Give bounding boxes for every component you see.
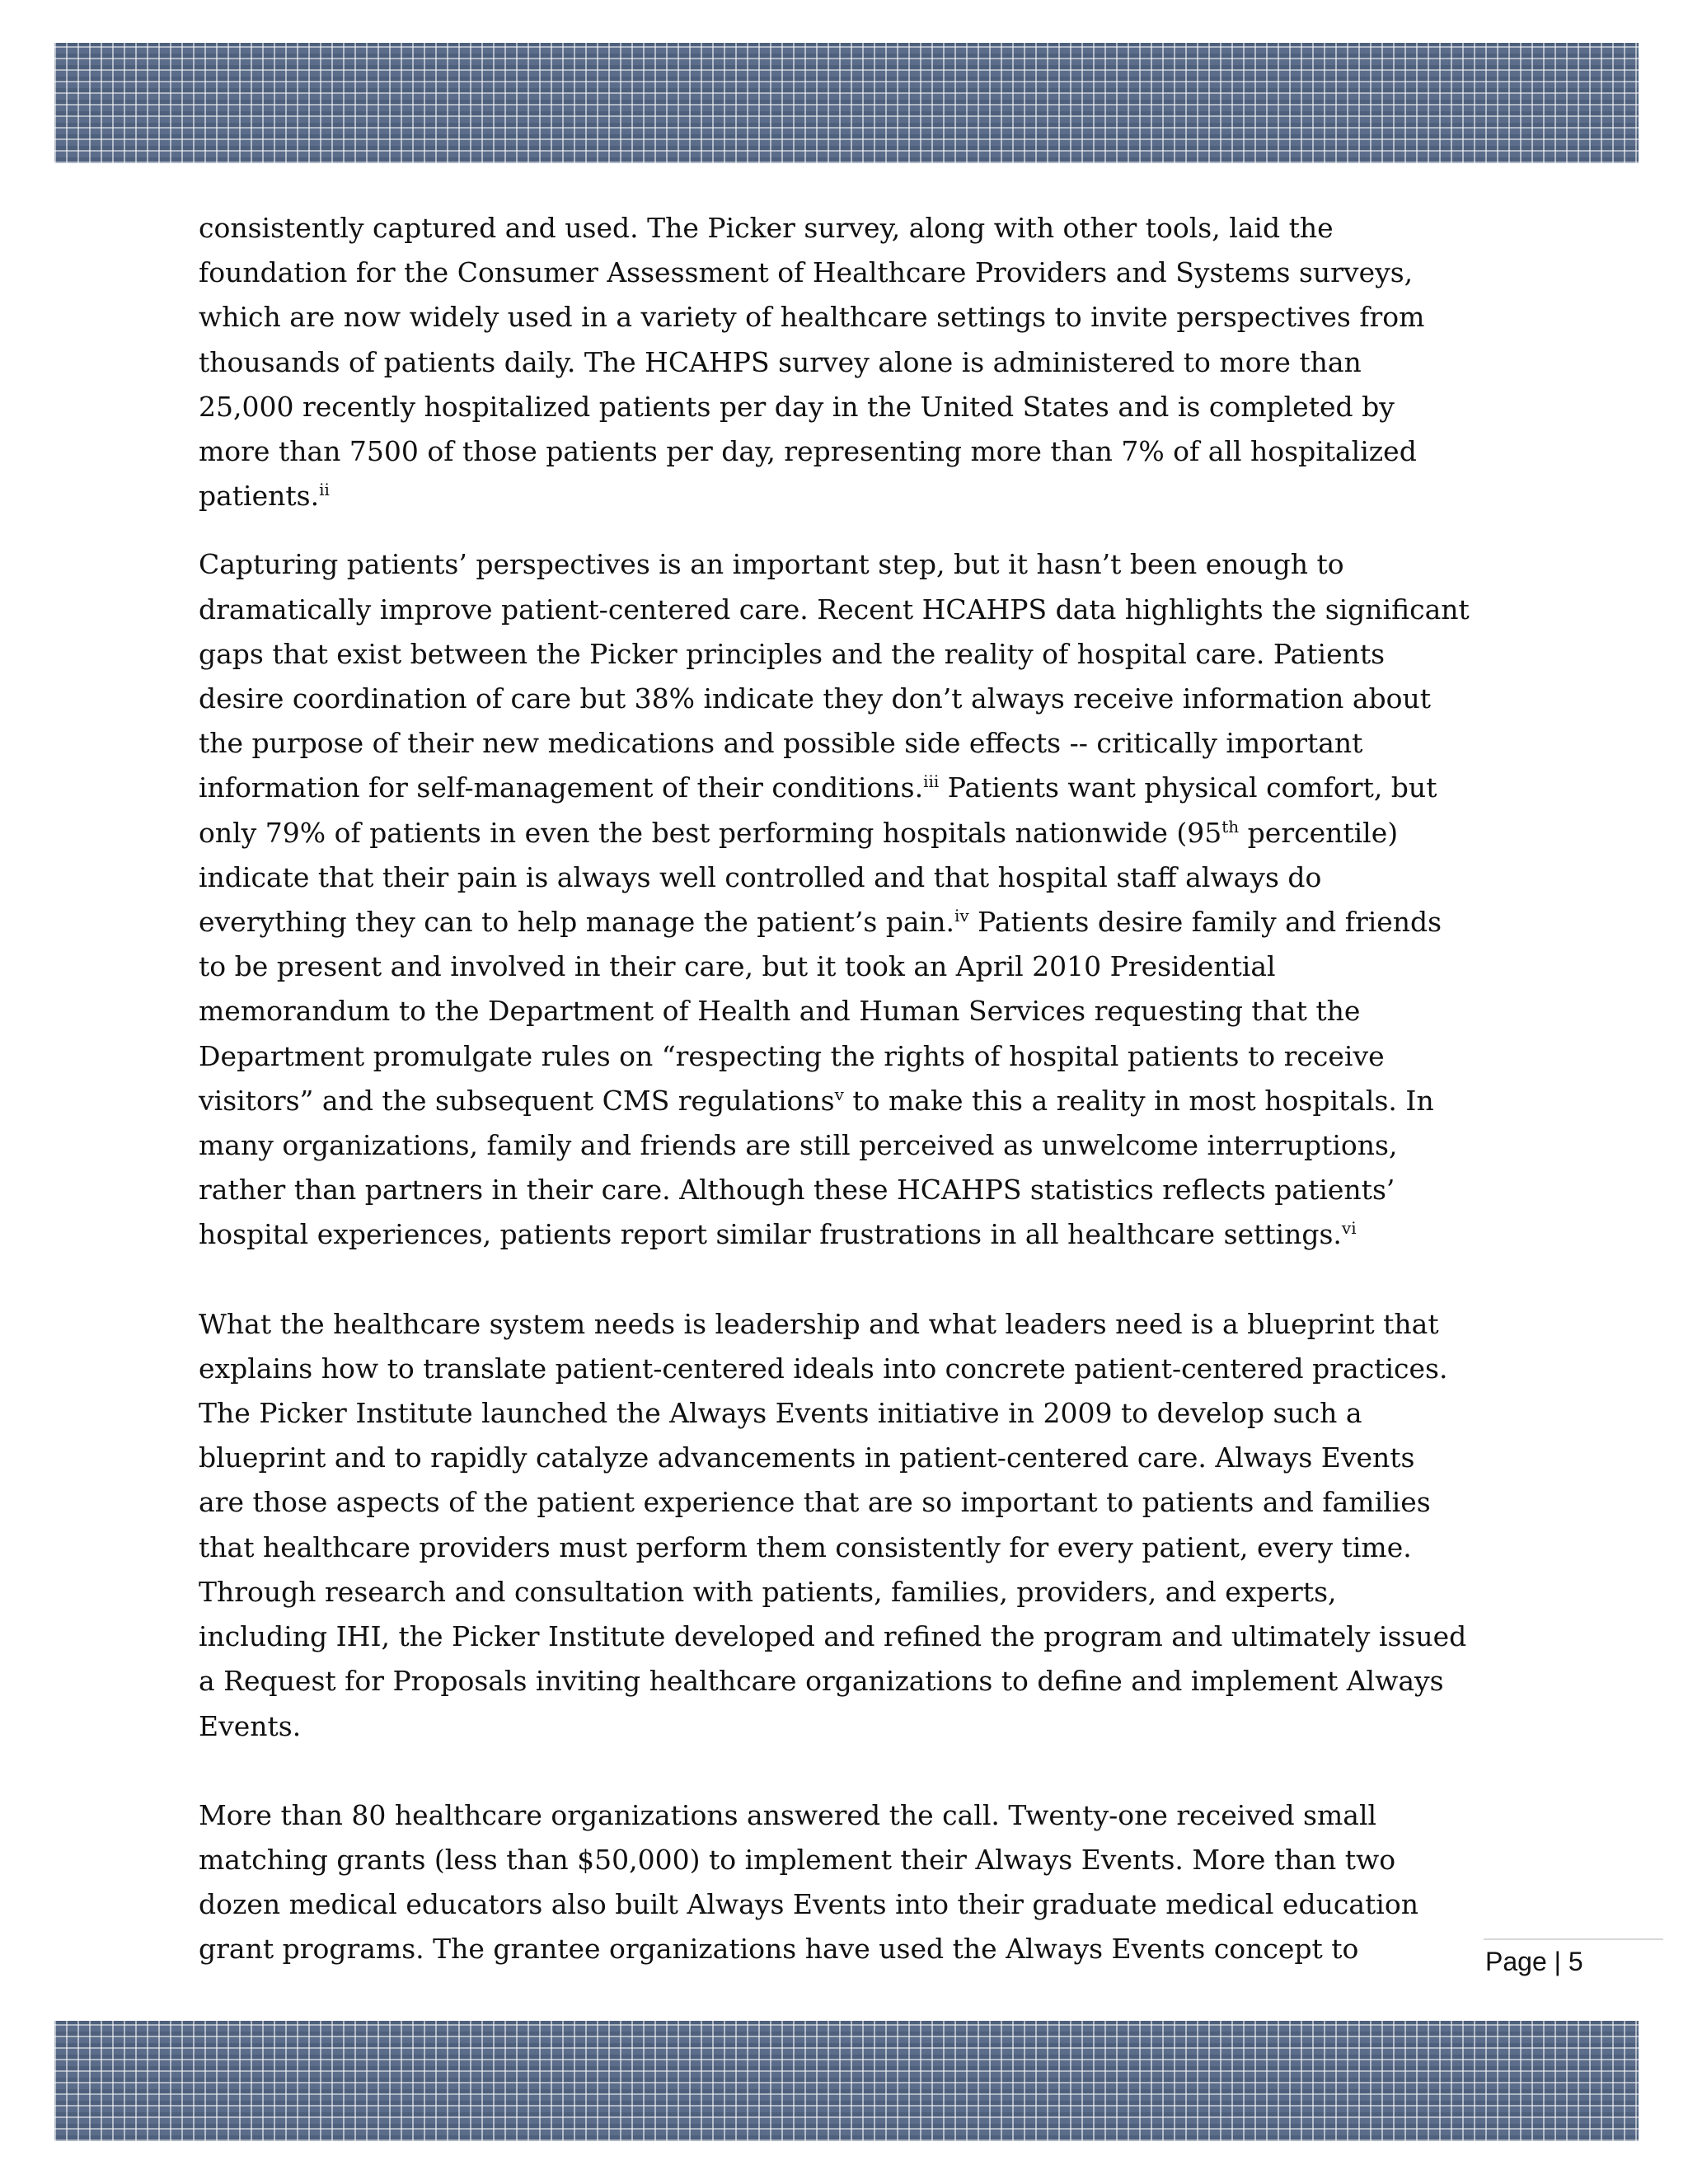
paragraph-capturing-perspectives: Capturing patients’ perspectives is an important step, but it hasn’t been enough to dramatically improve patient-centered care. Recent HCAHPS data highlights the significant gaps that exist between the Picker principles and the reality of hospital care. Patients desire coordination of care but 38% indicate they don’t always receive information about the purpose of their new medications and possible side effects -- critically important information for self-management of their conditions.$^{iii}$ Patients want physical comfort, but only 79% of patients in even the best performing hospitals nationwide (95th percentile) indicate that their pain is always well controlled and that hospital staff always do everything they can to help manage the patient’s pain.$^{iv}$ Patients desire family and friends to be present and involved in their care, but it took an April 2010 Presidential memorandum to the Department of Health and Human Services requesting that the Department promulgate rules on “respecting the rights of hospital patients to receive visitors” and the subsequent CMS regulations$^v$ to make this a reality in most hospitals. In many organizations, family and friends are still perceived as unwelcome interruptions, rather than partners in their care. Although these HCAHPS statistics reflects patients’ hospital experiences, patients report similar frustrations in all healthcare settings.$^{vi}$ bbox=[199, 548, 1470, 1251]
endnote-ref-ii: ii bbox=[319, 480, 330, 500]
footer-pattern-band bbox=[54, 2021, 1639, 2141]
paragraph-leadership-blueprint: What the healthcare system needs is leadership and what leaders need is a blueprint that explains how to translate patient-centered ideals into concrete patient-centered practices. The Picker Institute launched the Always Events initiative in 2009 to develop such a blueprint and to rapidly catalyze advancements in patient-centered care. Always Events are those aspects of the patient experience that are so important to patients and families that healthcare providers must perform them consistently for every patient, every time. Through research and consultation with patients, families, providers, and experts, including IHI, the Picker Institute developed and refined the program and ultimately issued a Request for Proposals inviting healthcare organizations to define and implement Always Events. bbox=[199, 1307, 1467, 1742]
paragraph-grant-organizations: More than 80 healthcare organizations answered the call. Twenty-one received small matching grants (less than $50,000) to implement their Always Events. More than two dozen medical educators also built Always Events into their graduate medical education grant programs. The grantee organizations have used the Always Events concept to bbox=[199, 1798, 1418, 1966]
page-number: Page | 5 bbox=[1485, 1947, 1583, 1976]
paragraph-picker-survey: consistently captured and used. The Picker survey, along with other tools, laid the foundation for the Consumer Assessment of Healthcare Providers and Systems surveys, which are now widely used in a variety of healthcare settings to invite perspectives from thousands of patients daily. The HCAHPS survey alone is administered to more than 25,000 recently hospitalized patients per day in the United States and is completed by more than 7500 of those patients per day, representing more than 7% of all hospitalized patients.$^{ii}$ bbox=[199, 212, 1425, 513]
endnote-ref-iv: iv bbox=[954, 906, 969, 926]
endnote-ref-v: v bbox=[834, 1084, 844, 1104]
endnote-ref-vi: vi bbox=[1341, 1218, 1357, 1239]
ordinal-suffix: th bbox=[1221, 816, 1240, 837]
footer-divider bbox=[1484, 1938, 1663, 1940]
endnote-ref-iii: iii bbox=[923, 771, 940, 792]
document-body bbox=[199, 206, 1517, 1972]
header-pattern-band bbox=[54, 43, 1639, 163]
